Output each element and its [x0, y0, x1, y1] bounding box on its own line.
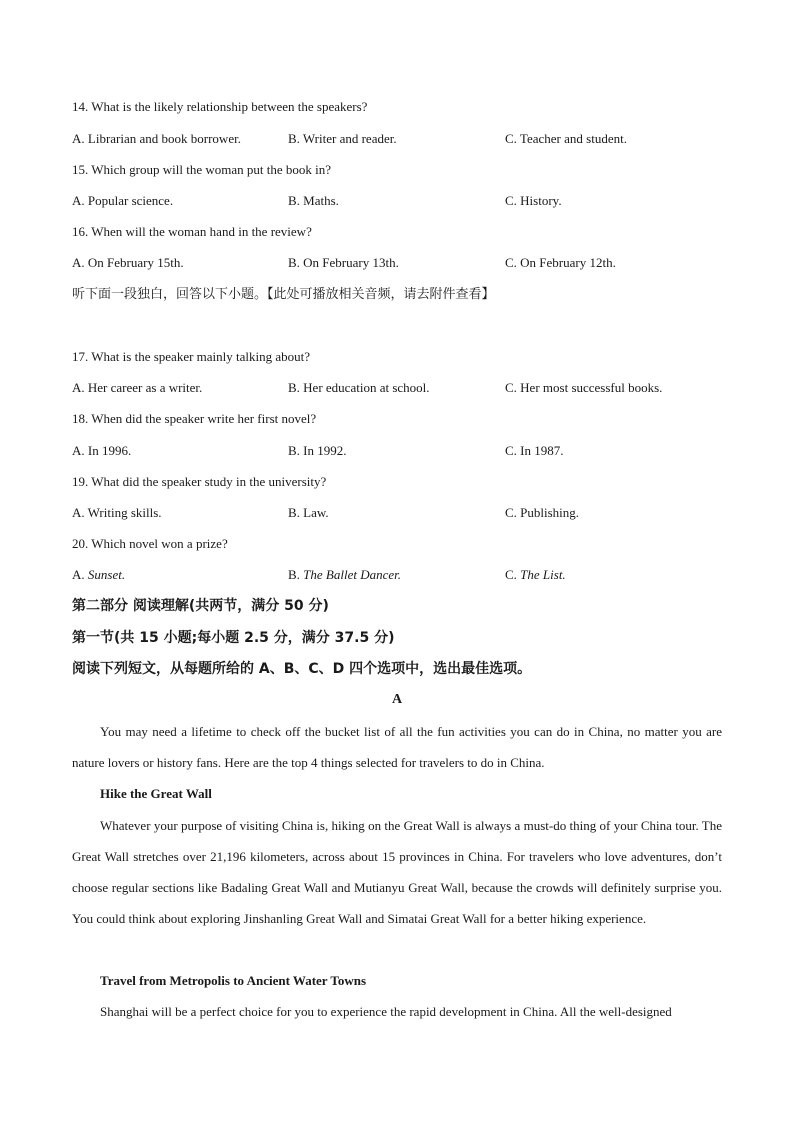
q16-option-a: A. On February 15th. — [72, 255, 184, 270]
q18-option-c: C. In 1987. — [505, 443, 564, 458]
monologue-instruction: 听下面一段独白，回答以下小题。【此处可播放相关音频，请去附件查看】 — [72, 287, 495, 302]
q19-option-c: C. Publishing. — [505, 505, 580, 520]
section1-title: 第一节(共 15 小题;每小题 2.5 分，满分 37.5 分) — [72, 630, 395, 646]
question-18: 18. When did the speaker write her first novel? — [72, 411, 317, 426]
q18-option-a: A. In 1996. — [72, 443, 132, 458]
q15-option-a: A. Popular science. — [72, 193, 174, 208]
q20-option-b — [288, 567, 401, 583]
q20-option-b-title: The Ballet Dancer. — [303, 567, 402, 582]
passage-paragraph-2: Shanghai will be a perfect choice for you to experience the rapid development in China. All the well-designed — [100, 1004, 672, 1019]
q14-option-a: A. Librarian and book borrower. — [72, 131, 241, 146]
heading-water-towns: Travel from Metropolis to Ancient Water Towns — [100, 973, 367, 988]
q17-option-c: C. Her most successful books. — [505, 380, 663, 395]
question-15: 15. Which group will the woman put the book in? — [72, 162, 331, 177]
q20-option-c-title: The List. — [520, 567, 566, 582]
q20-option-c — [505, 567, 566, 583]
question-16: 16. When will the woman hand in the review? — [72, 224, 312, 239]
q20-option-a — [72, 567, 125, 583]
q20-option-c-prefix: C. — [505, 567, 521, 582]
question-19: 19. What did the speaker study in the university? — [72, 474, 327, 489]
passage-paragraph-1: Whatever your purpose of visiting China is, hiking on the Great Wall is always a must-do thing of your China tour. The Great Wall stretches over 21,196 kilometers, across about 15 provinces in China. For travelers who love adventures, don’t choose regular sections like Badaling Great Wall and Mutianyu Great Wall, because the crowds will definitely surprise you. You could think about exploring Jinshanling Great Wall and Simatai Great Wall for a better hiking experience. — [72, 818, 722, 926]
passage-label: A — [391, 692, 403, 707]
question-20: 20. Which novel won a prize? — [72, 536, 228, 551]
q15-option-c: C. History. — [505, 193, 562, 208]
q20-option-b-prefix: B. — [288, 567, 304, 582]
question-17: 17. What is the speaker mainly talking about? — [72, 349, 311, 364]
passage-intro: You may need a lifetime to check off the bucket list of all the fun activities you can do in China, no matter you are nature lovers or history fans. Here are the top 4 things selected for travelers to do in China. — [72, 724, 722, 770]
question-14: 14. What is the likely relationship between the speakers? — [72, 99, 368, 114]
q17-option-a: A. Her career as a writer. — [72, 380, 203, 395]
q18-option-b: B. In 1992. — [288, 443, 347, 458]
heading-hike-great-wall: Hike the Great Wall — [100, 786, 212, 801]
reading-instruction: 阅读下列短文，从每题所给的 A、B、C、D 四个选项中，选出最佳选项。 — [72, 661, 532, 677]
part2-title: 第二部分 阅读理解(共两节，满分 50 分) — [72, 598, 329, 614]
q20-option-a-prefix: A. — [72, 567, 88, 582]
q20-option-a-title: Sunset. — [87, 567, 126, 582]
q14-option-c: C. Teacher and student. — [505, 131, 627, 146]
q14-option-b: B. Writer and reader. — [288, 131, 397, 146]
q19-option-a: A. Writing skills. — [72, 505, 162, 520]
q15-option-b: B. Maths. — [288, 193, 339, 208]
q16-option-b: B. On February 13th. — [288, 255, 399, 270]
q19-option-b: B. Law. — [288, 505, 329, 520]
q17-option-b: B. Her education at school. — [288, 380, 430, 395]
q16-option-c: C. On February 12th. — [505, 255, 616, 270]
